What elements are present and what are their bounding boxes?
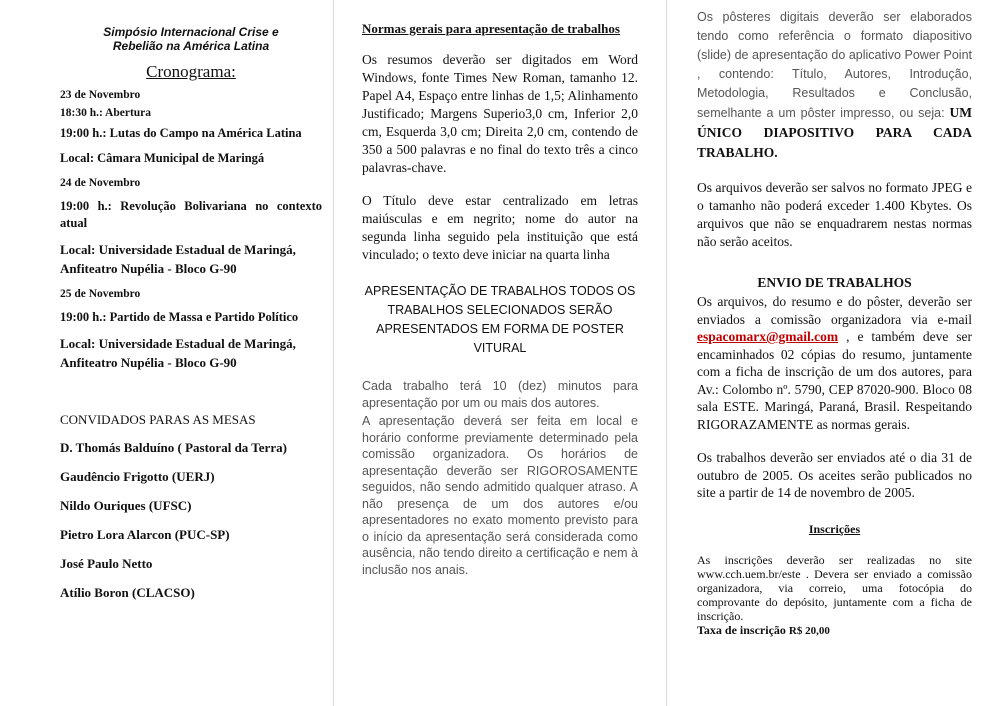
guest-item: Gaudêncio Frigotto (UERJ) [60, 469, 215, 484]
envio-heading: ENVIO DE TRABALHOS [757, 275, 912, 290]
venue: Local: Câmara Municipal de Maringá [60, 151, 265, 165]
schedule-item: 19:00 h.: Partido de Massa e Partido Político [60, 310, 299, 324]
guest-list [60, 440, 322, 601]
email-link[interactable]: espacomarx@gmail.com [697, 329, 839, 344]
envio-text: , e também deve ser encaminhados 02 cópias do resumo, juntamente com a ficha de inscrição de um dos autores, para Av.: Colombo nº. 5790, CEP 87020-900. Bloco 08 sala ESTE. Maringá, Paraná, Brasil. Respeitando RIGORAZAMENTE as normas gerais. [697, 329, 972, 432]
poster-paragraph: Os arquivos deverão ser salvos no formato JPEG e o tamanho não poderá exceder 1.400 Kbytes. Os arquivos que não se enquadrarem nestas normas não serão aceitos. [697, 180, 972, 249]
rules-column [362, 0, 638, 578]
venue: Local: Universidade Estadual de Maringá, Anfiteatro Nupélia - Bloco G-90 [60, 242, 296, 276]
event-title-line: Simpósio Internacional Crise e [103, 25, 279, 39]
day-heading: 23 de Novembro [60, 89, 141, 101]
fee-value: R$ 20,00 [788, 624, 830, 637]
submission-column [697, 0, 972, 638]
day-heading: 25 de Novembro [60, 288, 141, 300]
normas-paragraph: Os resumos deverão ser digitados em Word Windows, fonte Times New Roman, tamanho 12. Papel A4, Espaço entre linhas de 1,5; Alinhamento Justificado; Margens Superio3,0 cm, Inferior 2,0 cm, Esquerda 3,0 cm; Direita 2,0 cm, contendo de 350 a 500 palavras e no final do texto três a cinco palavras-chave. [362, 52, 638, 175]
normas-heading: Normas gerais para apresentação de trabalhos [362, 21, 620, 36]
apresentacao-paragraph: Cada trabalho terá 10 (dez) minutos para apresentação por um ou mais dos autores. [362, 379, 638, 410]
schedule-item: 18:30 h.: Abertura [60, 107, 152, 119]
envio-text: Os arquivos, do resumo e do pôster, deverão ser enviados a comissão organizadora via e-mail [697, 294, 972, 327]
guests-heading: CONVIDADOS PARAS AS MESAS [60, 412, 256, 427]
envio-paragraph [697, 293, 972, 433]
normas-paragraph: O Título deve estar centralizado em letras maiúsculas e em negrito; nome do autor na segunda linha seguido pela instituição que está vinculado; o texto deve iniciar na quarta linha [362, 193, 638, 262]
deadline-paragraph: Os trabalhos deverão ser enviados até o dia 31 de outubro de 2005. Os aceites serão publicados no site a partir de 14 de novembro de 2005. [697, 450, 972, 500]
cronograma-heading: Cronograma: [146, 62, 236, 81]
poster-paragraph [697, 8, 972, 163]
apresentacao-heading: APRESENTAÇÃO DE TRABALHOS TODOS OS TRABALHOS SELECIONADOS SERÃO APRESENTADOS EM FORMA DE POSTER VITURAL [364, 284, 636, 355]
guest-item: Pietro Lora Alarcon (PUC-SP) [60, 527, 230, 542]
fold-line [666, 0, 667, 706]
inscricoes-paragraph: As inscrições deverão ser realizadas no site www.cch.uem.br/este . Devera ser enviado a comissão organizadora, via correio, uma fotocópia do comprovante do depósito, juntamente com a ficha de inscrição. [697, 552, 972, 623]
guest-item: Nildo Ouriques (UFSC) [60, 498, 192, 513]
guest-item: D. Thomás Balduíno ( Pastoral da Terra) [60, 440, 287, 455]
fee-label: Taxa de inscrição [697, 622, 786, 637]
guest-item: José Paulo Netto [60, 556, 153, 571]
fold-line [333, 0, 334, 706]
inscricoes-heading: Inscrições [808, 521, 861, 536]
schedule-item: 19:00 h.: Revolução Bolivariana no contexto atual [60, 199, 322, 230]
apresentacao-paragraph: A apresentação deverá ser feita em local e horário conforme previamente determinado pela comissão organizadora. Os horários de apresentação deverão ser RIGOROSAMENTE seguidos, não sendo admitido qualquer atraso. A não presença de um dos autores e/ou apresentadores no exato momento previsto para o início da apresentação será considerada como ausência, não tendo direito a certificação e nem à inclusão nos anais. [362, 414, 638, 577]
day-heading: 24 de Novembro [60, 177, 141, 189]
guest-item: Atílio Boron (CLACSO) [60, 585, 195, 600]
fee-line [697, 623, 972, 638]
schedule-column [60, 0, 322, 601]
venue: Local: Universidade Estadual de Maringá, Anfiteatro Nupélia - Bloco G-90 [60, 336, 296, 370]
event-title [60, 25, 322, 53]
schedule-item: 19:00 h.: Lutas do Campo na América Latina [60, 126, 302, 140]
poster-text: Os pôsteres digitais deverão ser elaborados tendo como referência o formato diapositivo (slide) de apresentação do aplicativo Power Point , contendo: Título, Autores, Introdução, Metodologia, Resultados e Conclusão, semelhante a um pôster impresso, ou seja: [697, 10, 972, 120]
poster-emphasis: UM ÚNICO DIAPOSITIVO PARA CADA TRABALHO. [697, 105, 972, 160]
event-title-line: Rebelião na América Latina [112, 39, 270, 53]
